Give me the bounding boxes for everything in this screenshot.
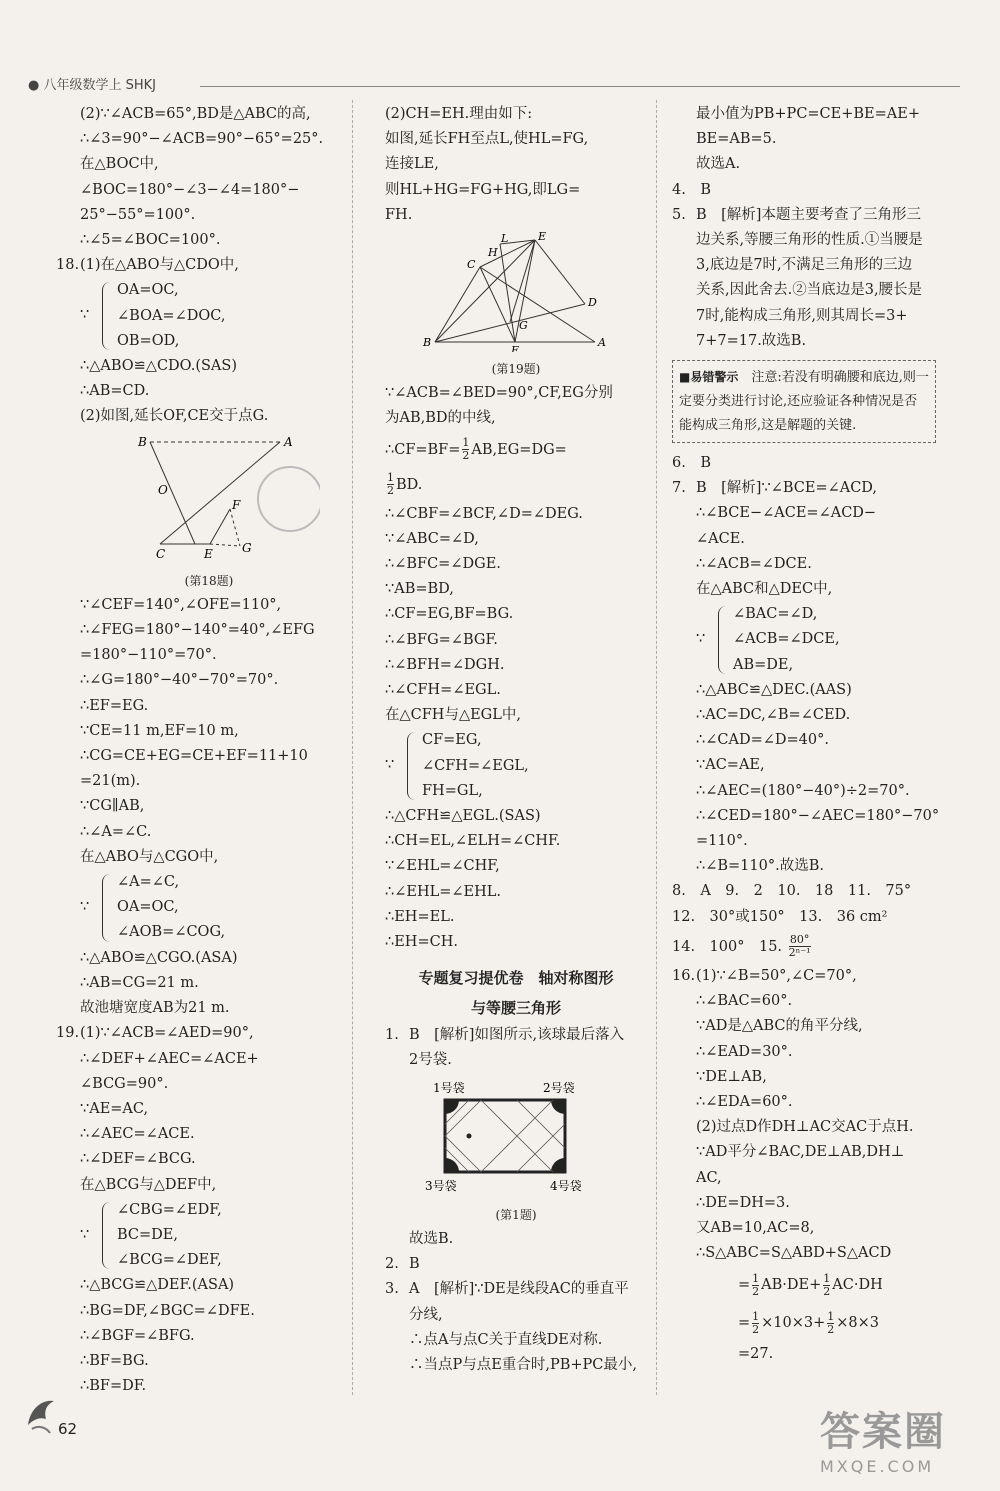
watermark-main: 答案圈 xyxy=(820,1409,946,1455)
text-line: ∴∠CBF=∠BCF,∠D=∠DEG. xyxy=(385,505,583,522)
fraction xyxy=(752,1311,759,1336)
equation-system: ∵ OA=OC, ∠BOA=∠DOC, OB=OD, xyxy=(80,278,338,354)
text-line: ∴△ABO≌△CGO.(ASA) xyxy=(80,949,238,966)
question-number: 19. xyxy=(56,1025,80,1042)
text-line: (2)如图,延长OF,CE交于点G. xyxy=(80,408,269,425)
header-text: 八年级数学上 SHKJ xyxy=(43,78,157,93)
column-3 xyxy=(672,102,957,1368)
question-number: 16. xyxy=(672,967,696,984)
text-line: FH. xyxy=(385,206,413,223)
text-line: 4. B xyxy=(672,181,711,198)
numerator: 1 xyxy=(823,1271,831,1285)
text-line: ∵DE⊥AB, xyxy=(696,1068,767,1085)
text-line: 3,底边是7时,不满足三角形的三边 xyxy=(696,257,913,274)
denominator: 2 xyxy=(827,1322,835,1336)
svg-text:A: A xyxy=(284,434,293,449)
fraction xyxy=(462,437,469,462)
svg-text:G: G xyxy=(242,540,252,555)
equation-system: ∵ ∠CBG=∠EDF, BC=DE, ∠BCG=∠DEF, xyxy=(80,1198,338,1274)
column-2 xyxy=(385,102,647,1378)
system-line: ∠CFH=∠EGL, xyxy=(422,757,529,774)
text-line: ∴∠EHL=∠EHL. xyxy=(385,883,501,900)
watermark-url: MXQE.COM xyxy=(820,1457,935,1476)
text-line: ∴BG=DF,∠BGC=∠DFE. xyxy=(80,1302,255,1319)
text-segment: AB,EG=DG= xyxy=(471,441,567,458)
system-line: ∠BOA=∠DOC, xyxy=(117,307,226,324)
column-1 xyxy=(56,102,338,1399)
text-line: =180°−110°=70°. xyxy=(80,647,217,664)
numerator: 1 xyxy=(827,1309,835,1323)
header-rule xyxy=(200,86,960,87)
text-line: ∴∠BAC=60°. xyxy=(696,993,793,1010)
text-line: 在△ABO与△CGO中, xyxy=(80,848,219,865)
question-number: 2. xyxy=(385,1256,399,1273)
text-line: ∴∠5=∠BOC=100°. xyxy=(80,232,221,249)
text-line: ∴AC=DC,∠B=∠CED. xyxy=(696,707,851,724)
denominator: 2 xyxy=(823,1284,831,1298)
text-line: ∴∠CED=180°−∠AEC=180°−70° xyxy=(696,807,940,824)
text-line: ∵∠ACB=∠BED=90°,CF,EG分别 xyxy=(385,385,613,402)
numerator: 80° xyxy=(789,933,810,947)
text-line: ∴∠EAD=30°. xyxy=(696,1043,793,1060)
svg-text:E: E xyxy=(538,232,547,244)
system-line: ∠A=∠C, xyxy=(117,874,180,891)
text-line: ∴∠EDA=60°. xyxy=(696,1093,793,1110)
figure-caption: (第19题) xyxy=(491,362,541,377)
figure-1 xyxy=(385,1078,647,1223)
text-line: =110°. xyxy=(696,833,748,850)
text-line: ∠BCG=90°. xyxy=(80,1075,169,1092)
text-line: (2)过点D作DH⊥AC交AC于点H. xyxy=(696,1119,914,1136)
text-line: =21(m). xyxy=(80,773,141,790)
text-line: ∴∠A=∠C. xyxy=(80,823,152,840)
text-line: ∴BF=BG. xyxy=(80,1352,149,1369)
question-number: 3. xyxy=(385,1281,399,1298)
text-line: ∴△BCG≌△DEF.(ASA) xyxy=(80,1277,235,1294)
text-line: (1)在△ABO与△CDO中, xyxy=(80,257,239,274)
question-number: 18. xyxy=(56,257,80,274)
text-line: ∵AD平分∠BAC,DE⊥AB,DH⊥ xyxy=(696,1144,905,1161)
text-line: ∴AB=CG=21 m. xyxy=(80,974,199,991)
billiard-table-figure xyxy=(385,1078,635,1198)
text-line: 7+7=17.故选B. xyxy=(696,332,807,349)
system-line: AB=DE, xyxy=(733,656,794,673)
text-segment: = xyxy=(738,1277,751,1294)
text-line: 故选A. xyxy=(696,156,741,173)
equation-system: ∵ CF=EG, ∠CFH=∠EGL, FH=GL, xyxy=(385,728,647,804)
system-line: CF=EG, xyxy=(422,732,482,749)
text-line: ∵∠CEF=140°,∠OFE=110°, xyxy=(80,596,282,613)
text-line: 如图,延长FH至点L,使HL=FG, xyxy=(385,131,589,148)
text-line: ∴∠ACB=∠DCE. xyxy=(696,555,812,572)
text-line: ∴BF=DF. xyxy=(80,1378,147,1395)
text-line: 在△BOC中, xyxy=(80,156,159,173)
system-line: ∠BAC=∠D, xyxy=(733,606,818,623)
watermark xyxy=(820,1400,946,1476)
text-line: 2号袋. xyxy=(409,1052,452,1069)
text-line: ∴EH=EL. xyxy=(385,908,455,925)
text-line: ∴DE=DH=3. xyxy=(696,1194,790,1211)
svg-text:O: O xyxy=(158,482,168,497)
text-line: 最小值为PB+PC=CE+BE=AE+ xyxy=(696,106,920,122)
figure-caption: (第18题) xyxy=(184,573,234,588)
text-segment: ∴CF=BF= xyxy=(385,441,461,458)
text-line: B xyxy=(409,1256,420,1273)
text-line: 关系,因此舍去.②当底边是3,腰长是 xyxy=(696,282,923,299)
system-line: OA=OC, xyxy=(117,282,179,299)
text-line: ∴当点P与点E重合时,PB+PC最小, xyxy=(409,1356,637,1373)
text-line: 在△BCG与△DEF中, xyxy=(80,1176,217,1193)
svg-text:E: E xyxy=(204,546,213,561)
text-line: ∵∠ABC=∠D, xyxy=(385,530,479,547)
numerator: 1 xyxy=(462,436,470,450)
system-line: ∠AOB=∠COG, xyxy=(117,924,226,941)
svg-text:H: H xyxy=(488,246,498,260)
text-line: (2)∵∠ACB=65°,BD是△ABC的高, xyxy=(80,106,311,122)
fraction xyxy=(827,1311,834,1336)
system-line: ∠BCG=∠DEF, xyxy=(117,1252,222,1269)
text-line: (2)CH=EH.理由如下: xyxy=(385,106,533,122)
text-line: B [解析]∵∠BCE=∠ACD, xyxy=(696,480,878,497)
text-line: 在△ABC和△DEC中, xyxy=(696,581,833,598)
text-line: A [解析]∵DE是线段AC的垂直平 xyxy=(409,1281,629,1298)
text-line: ∴∠BFG=∠BGF. xyxy=(385,631,498,648)
question-number: 1. xyxy=(385,1027,399,1044)
text-segment: AC·DH xyxy=(832,1277,883,1294)
text-line: 在△CFH与△EGL中, xyxy=(385,707,522,724)
text-line: (1)∵∠ACB=∠AED=90°, xyxy=(80,1025,254,1042)
system-line: ∠CBG=∠EDF, xyxy=(117,1201,222,1218)
text-line: =27. xyxy=(738,1346,774,1363)
text-line: ∴∠AEC=(180°−40°)÷2=70°. xyxy=(696,782,910,799)
text-line: ∵CE=11 m,EF=10 m, xyxy=(80,722,239,739)
text-line: ∴∠FEG=180°−140°=40°,∠EFG xyxy=(80,622,315,639)
text-line: 边关系,等腰三角形的性质.①当腰是 xyxy=(696,232,923,249)
system-line: BC=DE, xyxy=(117,1226,178,1243)
text-line: 又AB=10,AC=8, xyxy=(696,1219,815,1236)
fraction xyxy=(823,1273,830,1298)
text-line: ∠BOC=180°−∠3−∠4=180°− xyxy=(80,181,300,198)
text-line: ∴CG=CE+EG=CE+EF=11+10 xyxy=(80,748,308,765)
svg-text:L: L xyxy=(501,232,509,246)
equation-system: ∵ ∠A=∠C, OA=OC, ∠AOB=∠COG, xyxy=(80,870,338,946)
page-header: ● 八年级数学上 SHKJ xyxy=(28,78,157,93)
text-line: ∵AB=BD, xyxy=(385,581,454,598)
text-line: ∴点A与点C关于直线DE对称. xyxy=(409,1331,603,1348)
text-line: ∴△CFH≌△EGL.(SAS) xyxy=(385,808,541,825)
text-line: (1)∵∠B=50°,∠C=70°, xyxy=(696,967,857,984)
geometry-figure xyxy=(80,434,320,564)
text-line: ∴∠CAD=∠D=40°. xyxy=(696,732,829,749)
text-line: 12. 30°或150° 13. 36 cm² xyxy=(672,908,888,925)
text-line: 故池塘宽度AB为21 m. xyxy=(80,1000,230,1017)
text-line: ∴∠AEC=∠ACE. xyxy=(80,1126,195,1143)
text-line: ∴∠G=180°−40°−70°=70°. xyxy=(80,672,279,689)
figure-18 xyxy=(80,434,338,589)
text-line: ∴∠BFH=∠DGH. xyxy=(385,656,505,673)
text-line: 7时,能构成三角形,则其周长=3+ xyxy=(696,307,908,324)
geometry-figure xyxy=(385,232,635,352)
svg-text:C: C xyxy=(467,258,476,272)
denominator: 2 xyxy=(752,1322,760,1336)
fraction xyxy=(789,934,811,959)
equation-system: ∵ ∠BAC=∠D, ∠ACB=∠DCE, AB=DE, xyxy=(696,602,957,678)
text-line: ∵∠EHL=∠CHF, xyxy=(385,858,500,875)
text-line: ∴EH=CH. xyxy=(385,934,458,951)
text-line: 则HL+HG=FG+HG,即LG= xyxy=(385,181,581,198)
svg-text:D: D xyxy=(588,296,597,310)
dolphin-logo-icon xyxy=(24,1395,58,1439)
system-line: ∠ACB=∠DCE, xyxy=(733,631,840,648)
denominator: 2ⁿ⁻¹ xyxy=(788,946,811,960)
text-line: ∴△ABO≌△CDO.(SAS) xyxy=(80,358,237,375)
numerator: 1 xyxy=(387,471,394,485)
text-line: 25°−55°=100°. xyxy=(80,206,196,223)
question-number: 5. xyxy=(672,206,686,223)
text-line: ∴∠3=90°−∠ACB=90°−65°=25°. xyxy=(80,131,324,148)
text-line: ∵AD是△ABC的角平分线, xyxy=(696,1018,863,1035)
section-title: 专题复习提优卷 轴对称图形 xyxy=(418,969,614,988)
text-line: AC, xyxy=(696,1169,722,1186)
text-line: ∵AE=AC, xyxy=(80,1100,149,1117)
text-line: 分线, xyxy=(409,1306,443,1323)
page-number: 62 xyxy=(58,1420,78,1438)
system-line: FH=GL, xyxy=(422,782,483,799)
text-line: ∴CF=EG,BF=BG. xyxy=(385,606,514,623)
text-line: ∴∠BFC=∠DGE. xyxy=(385,556,501,573)
text-line: 连接LE, xyxy=(385,156,439,173)
denominator: 2 xyxy=(462,449,470,463)
text-line: 为AB,BD的中线, xyxy=(385,410,496,427)
text-line: ∴△ABC≌△DEC.(AAS) xyxy=(696,681,852,698)
text-segment: AB·DE+ xyxy=(761,1277,822,1294)
svg-text:C: C xyxy=(156,546,166,561)
text-line: 8. A 9. 2 10. 18 11. 75° xyxy=(672,883,912,900)
text-line: ∴∠BGF=∠BFG. xyxy=(80,1327,195,1344)
text-line: ∵CG∥AB, xyxy=(80,798,145,815)
text-line: B [解析]如图所示,该球最后落入 xyxy=(409,1027,625,1044)
denominator: 2 xyxy=(752,1284,760,1298)
warning-title: ■易错警示 xyxy=(679,370,739,385)
text-line: ∵AC=AE, xyxy=(696,757,765,774)
text-line: ∴CH=EL,∠ELH=∠CHF. xyxy=(385,833,561,850)
text-line: B [解析]本题主要考查了三角形三 xyxy=(696,206,921,223)
section-subtitle: 与等腰三角形 xyxy=(470,999,561,1018)
text-line: 6. B xyxy=(672,455,711,472)
svg-text:B: B xyxy=(138,434,147,449)
text-line: ∴∠B=110°.故选B. xyxy=(696,858,824,875)
text-segment: ×8×3 xyxy=(836,1315,880,1332)
bag-label-2: 2号袋 xyxy=(543,1080,575,1095)
text-segment: = xyxy=(738,1315,751,1332)
svg-text:A: A xyxy=(598,336,606,350)
text-line: ∴∠BCE−∠ACE=∠ACD− xyxy=(696,505,877,522)
text-line: ∠ACE. xyxy=(696,530,745,547)
text-line: ∴S△ABC=S△ABD+S△ACD xyxy=(696,1245,892,1262)
text-segment: 14. 100° 15. xyxy=(672,938,783,955)
column-divider-2 xyxy=(656,100,657,1395)
svg-text:F: F xyxy=(511,344,519,353)
system-line: OB=OD, xyxy=(117,332,180,349)
warning-text: 注意:若没有明确腰和底边,则一定要分类进行讨论,还应验证各种情况是否能构成三角形,这是解题的关键. xyxy=(679,370,929,434)
text-line: ∴EF=EG. xyxy=(80,697,149,714)
figure-19 xyxy=(385,232,647,377)
fraction xyxy=(752,1273,759,1298)
text-line: 故选B. xyxy=(409,1230,454,1247)
svg-text:B: B xyxy=(423,336,432,350)
text-line: ∴∠DEF+∠AEC=∠ACE+ xyxy=(80,1050,259,1067)
svg-text:G: G xyxy=(519,319,528,333)
denominator: 2 xyxy=(387,484,394,498)
error-warning-box xyxy=(672,360,936,443)
text-line: ∴∠CFH=∠EGL. xyxy=(385,682,501,699)
question-number: 7. xyxy=(672,480,686,497)
system-line: OA=OC, xyxy=(117,899,179,916)
text-line: ∴∠DEF=∠BCG. xyxy=(80,1151,196,1168)
svg-text:F: F xyxy=(232,497,241,512)
text-line: ∴AB=CD. xyxy=(80,383,150,400)
text-line: BE=AB=5. xyxy=(696,131,777,148)
text-segment: BD. xyxy=(396,476,423,493)
text-segment: ×10×3+ xyxy=(761,1315,826,1332)
column-divider-1 xyxy=(352,100,353,1395)
numerator: 1 xyxy=(752,1309,760,1323)
numerator: 1 xyxy=(752,1271,760,1285)
bag-label-1: 1号袋 xyxy=(433,1080,465,1095)
figure-caption: (第1题) xyxy=(495,1207,537,1222)
bag-label-3: 3号袋 xyxy=(425,1178,457,1193)
bag-label-4: 4号袋 xyxy=(550,1178,582,1193)
fraction xyxy=(387,472,394,497)
